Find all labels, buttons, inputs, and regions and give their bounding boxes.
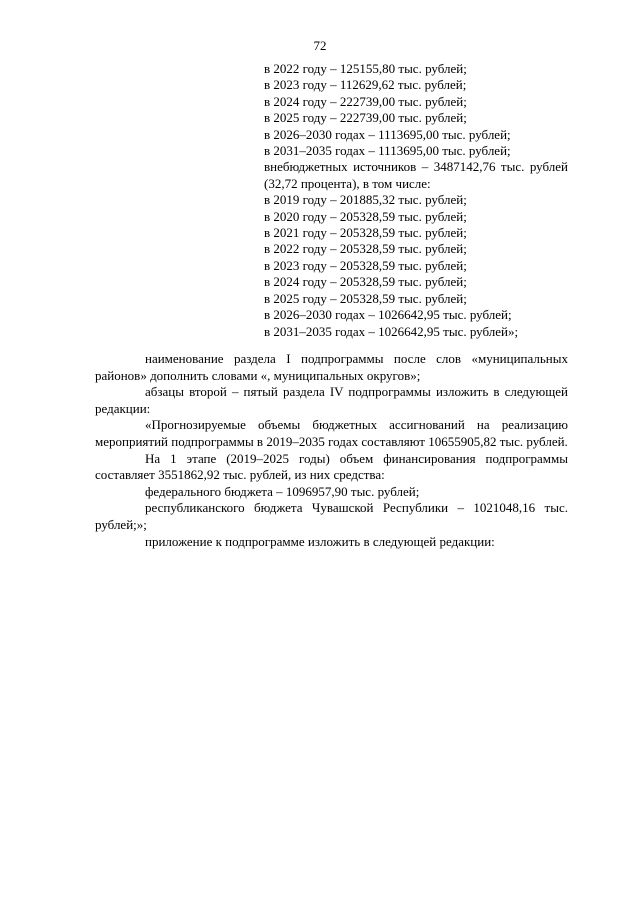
budget-line-2031-2035: в 2031–2035 годах – 1113695,00 тыс. рублей; <box>264 143 511 159</box>
paragraph-republic-budget: республиканского бюджета Чувашской Республики – 1021048,16 тыс. рублей;»; <box>95 500 568 532</box>
extrabudget-line-2019: в 2019 году – 201885,32 тыс. рублей; <box>264 192 467 208</box>
extrabudget-line-2021: в 2021 году – 205328,59 тыс. рублей; <box>264 225 467 241</box>
extrabudget-line-2023: в 2023 году – 205328,59 тыс. рублей; <box>264 257 467 273</box>
extrabudget-line-2024: в 2024 году – 205328,59 тыс. рублей; <box>264 274 467 290</box>
paragraph-forecast-volume: «Прогнозируемые объемы бюджетных ассигнований на реализацию мероприятий подпрограммы в 2019–2035 годах составляют 10655905,82 тыс. рублей. <box>95 417 568 449</box>
budget-line-2022: в 2022 году – 125155,80 тыс. рублей; <box>264 61 467 76</box>
budget-line-2024: в 2024 году – 222739,00 тыс. рублей; <box>264 93 467 109</box>
paragraph-section-iv-intro: абзацы второй – пятый раздела IV подпрограммы изложить в следующей редакции: <box>95 384 568 416</box>
paragraph-section-i-title: наименование раздела I подпрограммы после слов «муниципальных районов» дополнить словами «, муниципальных округов»; <box>95 351 568 383</box>
body-text <box>95 351 568 550</box>
extrabudget-percent-line: (32,72 процента), в том числе: <box>264 175 431 191</box>
extrabudget-line-2031-2035: в 2031–2035 годах – 1026642,95 тыс. рублей»; <box>264 323 519 339</box>
budget-line-2025: в 2025 году – 222739,00 тыс. рублей; <box>264 110 467 126</box>
extrabudget-line-2022: в 2022 году – 205328,59 тыс. рублей; <box>264 241 467 257</box>
extrabudget-line-2025: в 2025 году – 205328,59 тыс. рублей; <box>264 290 467 306</box>
paragraph-federal-budget: федерального бюджета – 1096957,90 тыс. рублей; <box>145 483 420 499</box>
extrabudget-line-2020: в 2020 году – 205328,59 тыс. рублей; <box>264 208 467 224</box>
paragraph-appendix: приложение к подпрограмме изложить в следующей редакции: <box>145 533 495 549</box>
extrabudget-total-line: внебюджетных источников – 3487142,76 тыс. рублей <box>264 159 568 175</box>
budget-line-2023: в 2023 году – 112629,62 тыс. рублей; <box>264 77 467 93</box>
budget-line-2026-2030: в 2026–2030 годах – 1113695,00 тыс. рублей; <box>264 126 511 142</box>
funding-list <box>264 61 568 340</box>
paragraph-stage-1-funding: На 1 этапе (2019–2025 годы) объем финансирования подпрограммы составляет 3551862,92 тыс. рублей, из них средства: <box>95 450 568 483</box>
extrabudget-line-2026-2030: в 2026–2030 годах – 1026642,95 тыс. рублей; <box>264 307 512 323</box>
page-number: 72 <box>313 38 327 53</box>
